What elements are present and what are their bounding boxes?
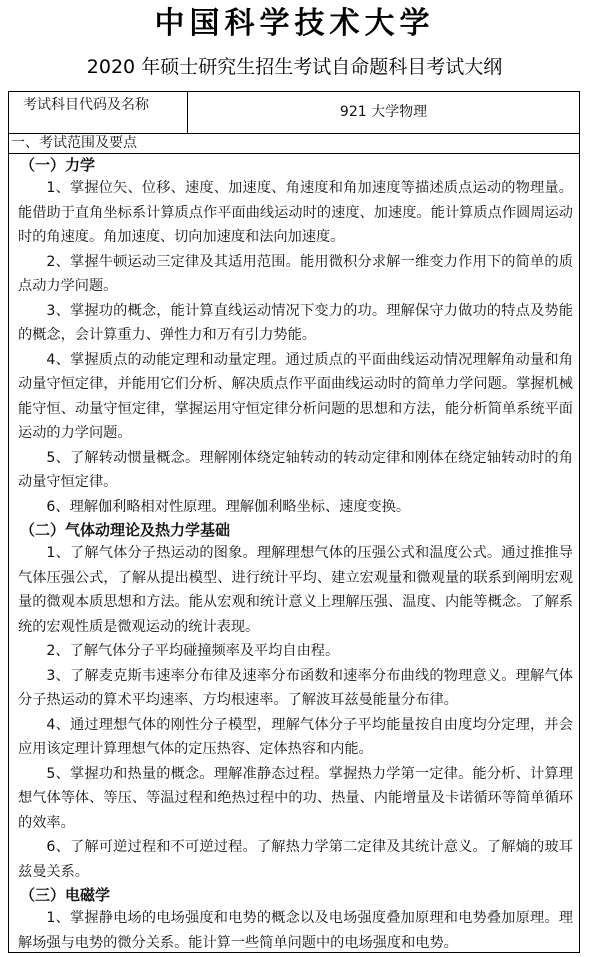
mechanics-item-2: 2、掌握牛顿运动三定律及其适用范围。能用微积分求解一维变力作用下的简单的质点动力学问题。 xyxy=(18,253,573,294)
section-heading-mechanics: （一）力学 xyxy=(20,156,96,174)
mechanics-item-3: 3、掌握功的概念，能计算直线运动情况下变力的功。理解保守力做功的特点及势能的概念，会计算重力、弹性力和万有引力势能。 xyxy=(18,302,573,343)
mechanics-item-6: 6、理解伽利略相对性原理。理解伽利略坐标、速度变换。 xyxy=(46,498,411,515)
thermo-item-3: 3、了解麦克斯韦速率分布律及速率分布函数和速率分布曲线的物理意义。理解气体分子热运动的算术平均速率、方均根速率。了解波耳兹曼能量分布律。 xyxy=(18,667,573,708)
thermo-item-2: 2、了解气体分子平均碰撞频率及平均自由程。 xyxy=(46,643,340,659)
mechanics-item-5: 5、了解转动惯量概念。理解刚体绕定轴转动的转动定律和刚体在绕定轴转动时的角动量守恒定律。 xyxy=(18,449,573,490)
subject-code-label: 考试科目代码及名称 xyxy=(9,92,188,133)
university-logo-text: 中国科学技术大学 xyxy=(154,6,435,41)
section-heading-thermodynamics: （二）气体动理论及热力学基础 xyxy=(20,521,231,539)
section-heading-electromagnetism: （三）电磁学 xyxy=(20,886,111,904)
thermo-item-4: 4、通过理想气体的刚性分子模型，理解气体分子平均能量按自由度均分定理，并会应用该定理计算理想气体的定压热容、定体热容和内能。 xyxy=(18,716,573,757)
syllabus-content xyxy=(9,154,579,955)
thermo-item-1: 1、了解气体分子热运动的图象。理解理想气体的压强公式和温度公式。通过推推导气体压强公式，了解从提出模型、进行统计平均、建立宏观量和微观量的联系到阐明宏观量的微观本质思想和方法。能从宏观和统计意义上理解压强、温度、内能等概念。了解系统的宏观性质是微观运动的统计表现。 xyxy=(18,545,573,635)
scope-heading: 一、考试范围及要点 xyxy=(9,134,579,154)
thermo-item-5: 5、掌握功和热量的概念。理解准静态过程。掌握热力学第一定律。能分析、计算理想气体等体、等压、等温过程和绝热过程中的功、热量、内能增量及卡诺循环等简单循环的效率。 xyxy=(18,765,573,831)
subject-code-row xyxy=(9,92,579,134)
thermo-item-6: 6、了解可逆过程和不可逆过程。了解热力学第二定律及其统计意义。了解熵的玻耳兹曼关系。 xyxy=(18,839,573,880)
subject-code-value: 921 大学物理 xyxy=(339,104,428,120)
mechanics-item-4: 4、掌握质点的动能定理和动量定理。通过质点的平面曲线运动情况理解角动量和角动量守恒定律，并能用它们分析、解决质点作平面曲线运动时的简单力学问题。掌握机械能守恒、动量守恒定律，掌握运用守恒定律分析问题的思想和方法，能分析简单系统平面运动的力学问题。 xyxy=(18,351,573,441)
syllabus-table xyxy=(8,91,580,953)
mechanics-item-1: 1、掌握位矢、位移、速度、加速度、角速度和角加速度等描述质点运动的物理量。能借助于直角坐标系计算质点作平面曲线运动时的速度、加速度。能计算质点作圆周运动时的角速度。角加速度、切向加速度和法向加速度。 xyxy=(18,180,573,245)
document-title: 2020 年硕士研究生招生考试自命题科目考试大纲 xyxy=(86,56,503,78)
em-item-1: 1、掌握静电场的电场强度和电势的概念以及电场强度叠加原理和电势叠加原理。理解场强与电势的微分关系。能计算一些简单问题中的电场强度和电势。 xyxy=(18,910,573,951)
